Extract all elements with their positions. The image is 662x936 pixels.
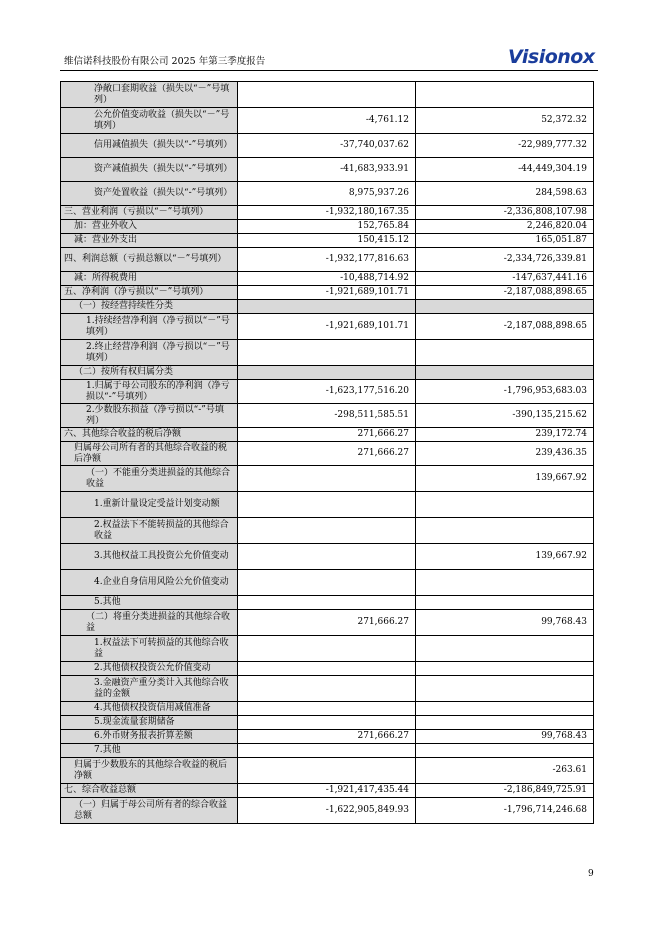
current-period-value: 271,666.27 [238,442,416,466]
row-label: 七、综合收益总额 [61,784,238,798]
current-period-value [238,662,416,676]
table-row [61,492,594,518]
prior-period-value [416,676,594,702]
row-label: 1.持续经营净利润（净亏损以“－”号填列） [61,314,238,340]
prior-period-value: -1,796,714,246.68 [416,798,594,824]
row-label: 三、营业利润（亏损以“－”号填列） [61,206,238,220]
prior-period-value [416,518,594,544]
table-row [61,784,594,798]
prior-period-value: -390,135,215.62 [416,404,594,428]
row-label: （一）归属于母公司所有者的综合收益总额 [61,798,238,824]
prior-period-value: 239,172.74 [416,428,594,442]
current-period-value: -1,932,180,167.35 [238,206,416,220]
table-row [61,676,594,702]
table-row [61,570,594,596]
current-period-value [238,636,416,662]
current-period-value: -298,511,585.51 [238,404,416,428]
logo-text: Visionox [508,46,595,68]
table-body [61,82,594,824]
current-period-value [238,466,416,492]
table-row [61,466,594,492]
current-period-value [238,544,416,570]
row-label: 四、利润总额（亏损总额以“－”号填列） [61,248,238,272]
row-label: 3.其他权益工具投资公允价值变动 [61,544,238,570]
current-period-value [238,366,416,380]
table-row [61,248,594,272]
header-divider [60,70,598,71]
page-number: 9 [588,869,594,879]
table-row [61,272,594,286]
row-label: （二）按所有权归属分类 [61,366,238,380]
table-row [61,798,594,824]
current-period-value: 152,765.84 [238,220,416,234]
prior-period-value: -2,334,726,339.81 [416,248,594,272]
table-row [61,744,594,758]
table-row [61,340,594,366]
prior-period-value: -2,336,808,107.98 [416,206,594,220]
row-label: 公允价值变动收益（损失以“－”号填列） [61,108,238,134]
table-row [61,442,594,466]
prior-period-value: 139,667.92 [416,544,594,570]
table-row [61,82,594,108]
prior-period-value: -263.61 [416,758,594,784]
row-label: 信用减值损失（损失以“-”号填列） [61,134,238,158]
table-row [61,220,594,234]
table-row [61,716,594,730]
current-period-value: -1,921,417,435.44 [238,784,416,798]
prior-period-value [416,570,594,596]
prior-period-value [416,744,594,758]
current-period-value [238,596,416,610]
table-row [61,404,594,428]
current-period-value: -1,921,689,101.71 [238,314,416,340]
table-row [61,758,594,784]
current-period-value: 8,975,937.26 [238,182,416,206]
row-label: 4.其他债权投资信用减值准备 [61,702,238,716]
prior-period-value: -22,989,777.32 [416,134,594,158]
prior-period-value [416,716,594,730]
table-row [61,610,594,636]
current-period-value: 150,415.12 [238,234,416,248]
prior-period-value: -2,186,849,725.91 [416,784,594,798]
prior-period-value [416,492,594,518]
current-period-value: -10,488,714.92 [238,272,416,286]
visionox-logo [508,46,595,68]
current-period-value: 271,666.27 [238,610,416,636]
table-row [61,544,594,570]
current-period-value: -1,932,177,816.63 [238,248,416,272]
row-label: 1.重新计量设定受益计划变动额 [61,492,238,518]
row-label: （一）按经营持续性分类 [61,300,238,314]
table-row [61,286,594,300]
prior-period-value [416,366,594,380]
row-label: 1.归属于母公司股东的净利润（净亏损以“-”号填列） [61,380,238,404]
row-label: 5.其他 [61,596,238,610]
current-period-value: -1,921,689,101.71 [238,286,416,300]
row-label: 2.终止经营净利润（净亏损以“－”号填列） [61,340,238,366]
current-period-value [238,570,416,596]
current-period-value [238,716,416,730]
current-period-value [238,82,416,108]
prior-period-value: -2,187,088,898.65 [416,314,594,340]
row-label: 2.少数股东损益（净亏损以“-”号填列） [61,404,238,428]
row-label: 2.其他债权投资公允价值变动 [61,662,238,676]
table-row [61,518,594,544]
current-period-value [238,758,416,784]
prior-period-value [416,82,594,108]
prior-period-value: 165,051.87 [416,234,594,248]
row-label: 6.外币财务报表折算差额 [61,730,238,744]
row-label: 5.现金流量套期储备 [61,716,238,730]
table-row [61,702,594,716]
prior-period-value: 2,246,820.04 [416,220,594,234]
table-row [61,234,594,248]
table-row [61,134,594,158]
current-period-value: 271,666.27 [238,428,416,442]
prior-period-value [416,596,594,610]
prior-period-value: 99,768.43 [416,730,594,744]
row-label: 减：营业外支出 [61,234,238,248]
current-period-value: -41,683,933.91 [238,158,416,182]
prior-period-value: 52,372.32 [416,108,594,134]
table-row [61,206,594,220]
income-statement-table [60,81,594,824]
row-label: 4.企业自身信用风险公允价值变动 [61,570,238,596]
table-row [61,428,594,442]
row-label: 归属于少数股东的其他综合收益的税后净额 [61,758,238,784]
current-period-value [238,702,416,716]
prior-period-value: -44,449,304.19 [416,158,594,182]
row-label: 加：营业外收入 [61,220,238,234]
prior-period-value [416,702,594,716]
table-row [61,314,594,340]
row-label: 2.权益法下不能转损益的其他综合收益 [61,518,238,544]
table-row [61,380,594,404]
row-label: （二）将重分类进损益的其他综合收益 [61,610,238,636]
current-period-value [238,300,416,314]
row-label: 六、其他综合收益的税后净额 [61,428,238,442]
table-row [61,662,594,676]
table-row [61,158,594,182]
table-row [61,596,594,610]
row-label: 3.金融资产重分类计入其他综合收益的金额 [61,676,238,702]
prior-period-value [416,636,594,662]
row-label: 归属母公司所有者的其他综合收益的税后净额 [61,442,238,466]
table-row [61,636,594,662]
prior-period-value: 99,768.43 [416,610,594,636]
report-header-title: 维信诺科技股份有限公司 2025 年第三季度报告 [64,56,266,67]
current-period-value [238,676,416,702]
prior-period-value: 284,598.63 [416,182,594,206]
current-period-value [238,340,416,366]
prior-period-value [416,662,594,676]
current-period-value: 271,666.27 [238,730,416,744]
prior-period-value: 239,436.35 [416,442,594,466]
current-period-value [238,492,416,518]
row-label: 五、净利润（净亏损以“－”号填列） [61,286,238,300]
prior-period-value [416,340,594,366]
table-row [61,182,594,206]
row-label: 资产减值损失（损失以“-”号填列） [61,158,238,182]
prior-period-value [416,300,594,314]
table-row [61,366,594,380]
prior-period-value: -147,637,441.16 [416,272,594,286]
prior-period-value: 139,667.92 [416,466,594,492]
row-label: （一）不能重分类进损益的其他综合收益 [61,466,238,492]
current-period-value: -37,740,037.62 [238,134,416,158]
row-label: 减：所得税费用 [61,272,238,286]
row-label: 净敞口套期收益（损失以“－”号填列） [61,82,238,108]
table-row [61,300,594,314]
prior-period-value: -1,796,953,683.03 [416,380,594,404]
table-row [61,730,594,744]
prior-period-value: -2,187,088,898.65 [416,286,594,300]
table-row [61,108,594,134]
current-period-value [238,518,416,544]
row-label: 7.其他 [61,744,238,758]
current-period-value: -1,623,177,516.20 [238,380,416,404]
row-label: 资产处置收益（损失以“-”号填列） [61,182,238,206]
current-period-value [238,744,416,758]
current-period-value: -1,622,905,849.93 [238,798,416,824]
current-period-value: -4,761.12 [238,108,416,134]
row-label: 1.权益法下可转损益的其他综合收益 [61,636,238,662]
